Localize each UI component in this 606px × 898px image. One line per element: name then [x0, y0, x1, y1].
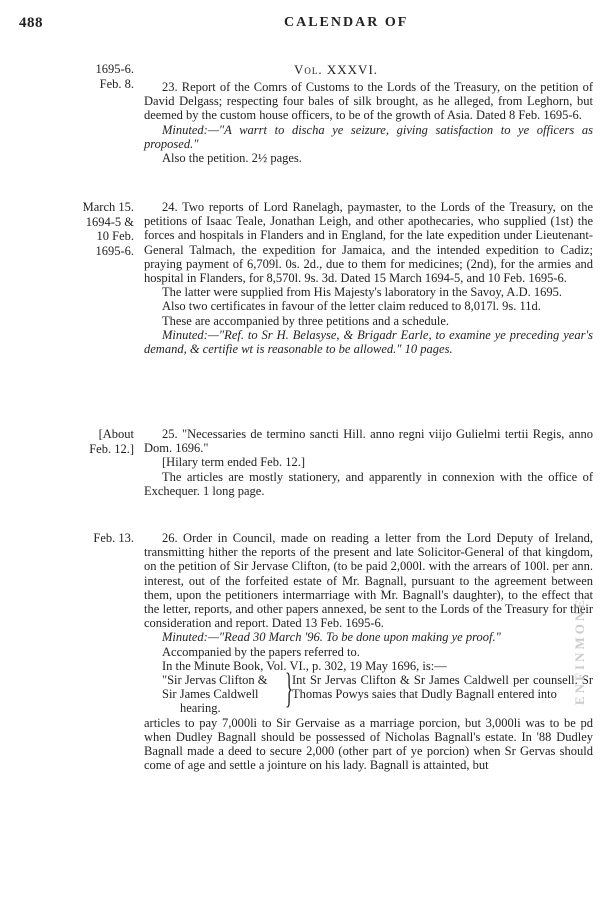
- margin-line: 1695-6.: [95, 243, 134, 258]
- minute-body: Int Sr Jervas Clifton & Sr James Caldwell per counsell. Sr Thomas Powys saies that Dudly Bagnall entered into: [292, 673, 593, 702]
- entry-25-date: [16, 427, 134, 456]
- entry-text: The latter were supplied from His Majesty's laboratory in the Savoy, A.D. 1695.: [162, 285, 562, 300]
- margin-line: Feb. 13.: [93, 531, 134, 545]
- entry-text: 23. Report of the Comrs of Customs to the Lords of the Treasury, on the petition of David Delgass; respecting four bales of silk brought, as he alleged, from Leghorn, but deemed by the custom house officers, to be of the growth of Asia. Dated 8 Feb. 1695-6.: [144, 80, 593, 123]
- entry-23: [144, 80, 593, 165]
- minute-text: Minuted:—"Ref. to Sr H. Belasyse, & Brigadr Earle, to examine ye preceding year's demand, & certifie wt is reasonable to be allowed." 10 pages.: [144, 327, 593, 357]
- entry-24: [144, 200, 593, 356]
- minute-margin-line: "Sir Jervas Clifton &: [162, 673, 268, 688]
- minute-continuation: articles to pay 7,000li to Sir Gervaise as a marriage porcion, but 3,000li was to be pd when Dudley Bagnall should be possessed of Nicholas Bagnall's estate. In '88 Dudley Bagnall made a deed to secure 2,000 (other part of ye porcion) when Sr Gervas should come of age and settle a jointure on his lady. Bagnall is attainted, but: [144, 715, 593, 773]
- brace-glyph: }: [285, 666, 294, 713]
- minute-text: Minuted:—"Read 30 March '96. To be done upon making ye proof.": [162, 630, 501, 645]
- minute-text: Minuted:—"A warrt to discha ye seizure, giving satisfaction to ye officers as proposed.": [144, 122, 593, 151]
- entry-text: 25. "Necessaries de termino sancti Hill. anno regni viijo Gulielmi tertii Regis, anno Dom. 1696.": [144, 427, 593, 456]
- entry-23-date: [16, 62, 134, 91]
- entry-text: [Hilary term ended Feb. 12.]: [162, 455, 306, 470]
- entry-text: Accompanied by the papers referred to.: [162, 644, 360, 659]
- page-number: 488: [19, 15, 43, 31]
- entry-text: 24. Two reports of Lord Ranelagh, paymaster, to the Lords of the Treasury, on the petitions of Isaac Teale, Jonathan Leigh, and other apothecaries, who supplied (1st) the forces and hospitals in Flanders and in England, for the late expedition under Lieutenant-General Talmach, the expedition for Jamaica, and the intended expedition to Cadiz; praying payment of 6,709l. 0s. 2d., due to them for medicines; (2nd), for the armies and hospital in Flanders, for 8,570l. 9s. 3d. Dated 15 March 1694-5, and 10 Feb. 1695-6.: [144, 200, 593, 286]
- entry-text: The articles are mostly stationery, and apparently in connexion with the office of Exchequer. 1 long page.: [144, 469, 593, 498]
- entry-26-date: [16, 531, 134, 546]
- minute-book-extract: [144, 666, 593, 716]
- margin-line: [About: [98, 427, 134, 441]
- entry-25: [144, 427, 593, 498]
- margin-line: 10 Feb.: [96, 229, 134, 243]
- entry-26: [144, 531, 593, 772]
- minute-margin-line: hearing.: [180, 701, 221, 716]
- entry-text: In the Minute Book, Vol. VI., p. 302, 19 May 1696, is:—: [162, 658, 447, 673]
- volume-heading: Vol. XXXVI.: [294, 62, 379, 77]
- margin-line: Feb. 12.]: [89, 441, 134, 456]
- entry-24-date: [16, 200, 134, 258]
- entry-text: These are accompanied by three petitions and a schedule.: [162, 313, 450, 328]
- margin-line: March 15.: [82, 200, 134, 214]
- entry-note: Also the petition. 2½ pages.: [162, 151, 302, 166]
- library-stamp: ENFINMONE: [572, 597, 587, 705]
- margin-line: Feb. 8.: [99, 76, 134, 91]
- entry-text: 26. Order in Council, made on reading a letter from the Lord Deputy of Ireland, transmitting hither the reports of the present and late Solicitor-General of that kingdom, on the petition of Sir Jervase Clifton, (to be paid 2,000l. with the arrears of 100l. per ann. interest, out of the forfeited estate of Mr. Bagnall, pursuant to the agreement between them, upon the petitioners intermarriage with Mr. Bagnall's daughter), to the effect that the letter, reports, and other papers annexed, be sent to the Lords of the Treasury for their consideration and report. Dated 13 Feb. 1695-6.: [144, 531, 593, 631]
- minute-margin-line: Sir James Caldwell: [162, 687, 259, 702]
- minute-margin-note: [144, 673, 282, 716]
- margin-line: 1694-5 &: [85, 214, 134, 229]
- entry-text: Also two certificates in favour of the letter claim reduced to 8,017l. 9s. 11d.: [162, 299, 541, 314]
- margin-line: 1695-6.: [95, 62, 134, 76]
- running-title: CALENDAR OF: [284, 15, 409, 30]
